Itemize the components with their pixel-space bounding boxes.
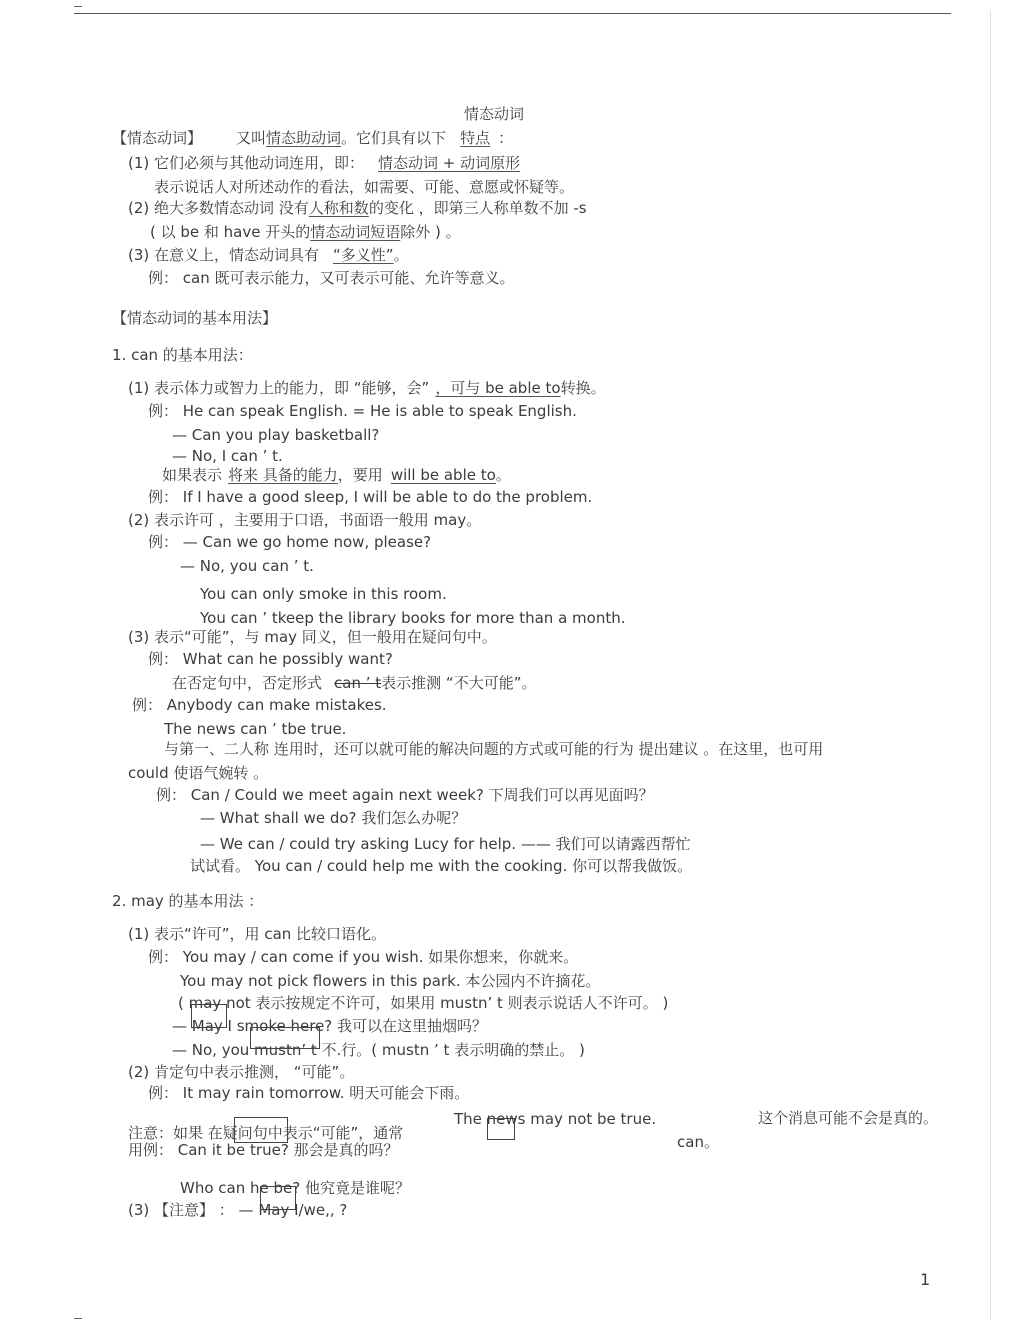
intro-p2-person-number: 人称和数 [308, 199, 369, 217]
can-l1-c: 转换。 [560, 379, 606, 397]
intro-text-underlined: 情态助动词 [266, 129, 342, 147]
intro-p2-text: (2) 绝大多数情态动词 没有 [128, 199, 309, 217]
can-line-15: 例： Anybody can make mistakes. [132, 696, 387, 714]
may-line-10: 注意：如果 在疑问句中表示“可能”，通常 [128, 1124, 404, 1142]
can-line-22: 试试看。 You can / could help me with the cooking. 你可以帮我做饭。 [190, 857, 693, 875]
can-line-11: You can ’ tkeep the library books for more than a month. [200, 609, 626, 627]
can-l14-b: can ’ t [334, 674, 382, 692]
can-line-18: could 使语气婉转 。 [128, 764, 269, 782]
can-line-17: 与第一、二人称 连用时，还可以就可能的解决问题的方式或可能的行为 提出建议 。在这里，也可用 [164, 740, 824, 758]
may-line-12: Who can he be? 他究竟是谁呢？ [180, 1179, 410, 1197]
can-line-16: The news can ’ tbe true. [164, 720, 347, 738]
can-line-6: 例： If I have a good sleep, I will be able to do the problem. [148, 488, 593, 506]
intro-point-1 [128, 153, 520, 173]
intro-point-1-desc: 表示说话人对所述动作的看法，如需要、可能、意愿或怀疑等。 [154, 178, 575, 196]
can-line-21: — We can / could try asking Lucy for help. —— 我们可以请露西帮忙 [200, 835, 691, 853]
can-l5-b: 将来 具备的能力 [228, 466, 338, 484]
corner-mark-top [74, 6, 82, 7]
can-line-19: 例： Can / Could we meet again next week? 下周我们可以再见面吗？ [156, 786, 654, 804]
can-line-7: (2) 表示许可 ，主要用于口语，书面语一般用 may。 [128, 511, 482, 529]
can-line-10: You can only smoke in this room. [200, 585, 447, 603]
may-line-10-can: can。 [677, 1133, 719, 1151]
intro-colon: ： [498, 129, 514, 147]
can-line-4: — No, I can ’ t. [172, 447, 283, 465]
scan-box-1 [191, 1004, 227, 1028]
can-line-12: (3) 表示“可能”，与 may 同义，但一般用在疑问句中。 [128, 628, 497, 646]
can-line-13: 例： What can he possibly want? [148, 650, 393, 668]
may-line-1: (1) 表示“许可”，用 can 比较口语化。 [128, 925, 387, 943]
may-line-7: (2) 肯定句中表示推测， “可能”。 [128, 1063, 355, 1081]
intro-text: 又叫 [236, 129, 267, 147]
can-heading: 1. can 的基本用法： [112, 346, 253, 364]
intro-p2-phrase: 情态动词短语 [310, 223, 401, 241]
can-line-8: 例： — Can we go home now, please? [148, 533, 432, 551]
intro-label: 【情态动词】 [112, 129, 203, 147]
may-line-13: (3) 【注意】 ： — May I/we,, ? [128, 1201, 348, 1219]
can-l1-a: (1) 表示体力或智力上的能力，即 “能够，会” [128, 379, 430, 397]
scan-box-3 [487, 1118, 515, 1140]
may-line-2: 例： You may / can come if you wish. 如果你想来，你就来。 [148, 948, 579, 966]
intro-p3-polysemy: “多义性” [333, 246, 394, 264]
intro-p1-formula: 情态动词 + 动词原形 [378, 154, 521, 172]
intro-p2-tail: 的变化 ，即第三人称单数不加 -s [368, 199, 587, 217]
may-line-3: You may not pick flowers in this park. 本公园内不许摘花。 [180, 972, 601, 990]
right-margin-line [990, 10, 991, 1320]
may-line-8: 例： It may rain tomorrow. 明天可能会下雨。 [148, 1084, 470, 1102]
intro-features: 特点 [460, 129, 491, 147]
header-rule [74, 13, 951, 14]
intro-point-2-note [150, 222, 461, 242]
can-line-9: — No, you can ’ t. [180, 557, 314, 575]
scan-box-2 [250, 1027, 320, 1049]
may-line-9: The news may not be true. [454, 1110, 657, 1128]
can-l5-a: 如果表示 [162, 466, 223, 484]
may-line-6: — No, you mustn’ t 不.行。( mustn ’ t 表示明确的禁止。 ) [172, 1041, 585, 1059]
may-line-4: ( may not 表示按规定不许可，如果用 mustn’ t 则表示说话人不许可。 ) [178, 994, 669, 1012]
may-line-11: 用例： Can it be true? 那会是真的吗？ [128, 1141, 399, 1159]
page-number: 1 [920, 1270, 931, 1289]
can-line-1 [128, 378, 606, 398]
basic-usage-heading: 【情态动词的基本用法】 [112, 309, 278, 327]
intro-p2-note-a: ( 以 be 和 have 开头的 [150, 223, 311, 241]
intro-p3-end: 。 [393, 246, 409, 264]
may-line-9-translation: 这个消息可能不会是真的。 [758, 1109, 939, 1127]
intro-text-b: 。它们具有以下 [341, 129, 447, 147]
page-title: 情态动词 [464, 105, 525, 123]
intro-point-3 [128, 245, 409, 265]
can-line-5 [162, 465, 511, 485]
can-l1-b: ，可与 be able to [435, 379, 561, 397]
intro-p3-text: (3) 在意义上，情态动词具有 [128, 246, 320, 264]
may-line-5: — May I smoke here? 我可以在这里抽烟吗？ [172, 1017, 488, 1035]
can-l14-a: 在否定句中，否定形式 [172, 674, 323, 692]
can-l5-c: ，要用 [337, 466, 383, 484]
can-line-3: — Can you play basketball? [172, 426, 380, 444]
intro-p2-note-b: 除外 ) 。 [400, 223, 461, 241]
can-line-20: — What shall we do? 我们怎么办呢？ [200, 809, 467, 827]
intro-p1-text: (1) 它们必须与其他动词连用，即： [128, 154, 365, 172]
corner-mark-bottom [74, 1318, 82, 1319]
can-l14-c: 表示推测 “不大可能”。 [381, 674, 537, 692]
intro-point-2 [128, 198, 587, 218]
can-line-2: 例： He can speak English. = He is able to speak English. [148, 402, 577, 420]
can-l5-e: 。 [495, 466, 511, 484]
intro-point-3-example: 例： can 既可表示能力，又可表示可能、允许等意义。 [148, 269, 515, 287]
can-l5-d: will be able to [390, 466, 496, 484]
may-heading: 2. may 的基本用法 ： [112, 892, 264, 910]
can-line-14 [172, 673, 536, 693]
intro-line-1 [112, 128, 513, 148]
